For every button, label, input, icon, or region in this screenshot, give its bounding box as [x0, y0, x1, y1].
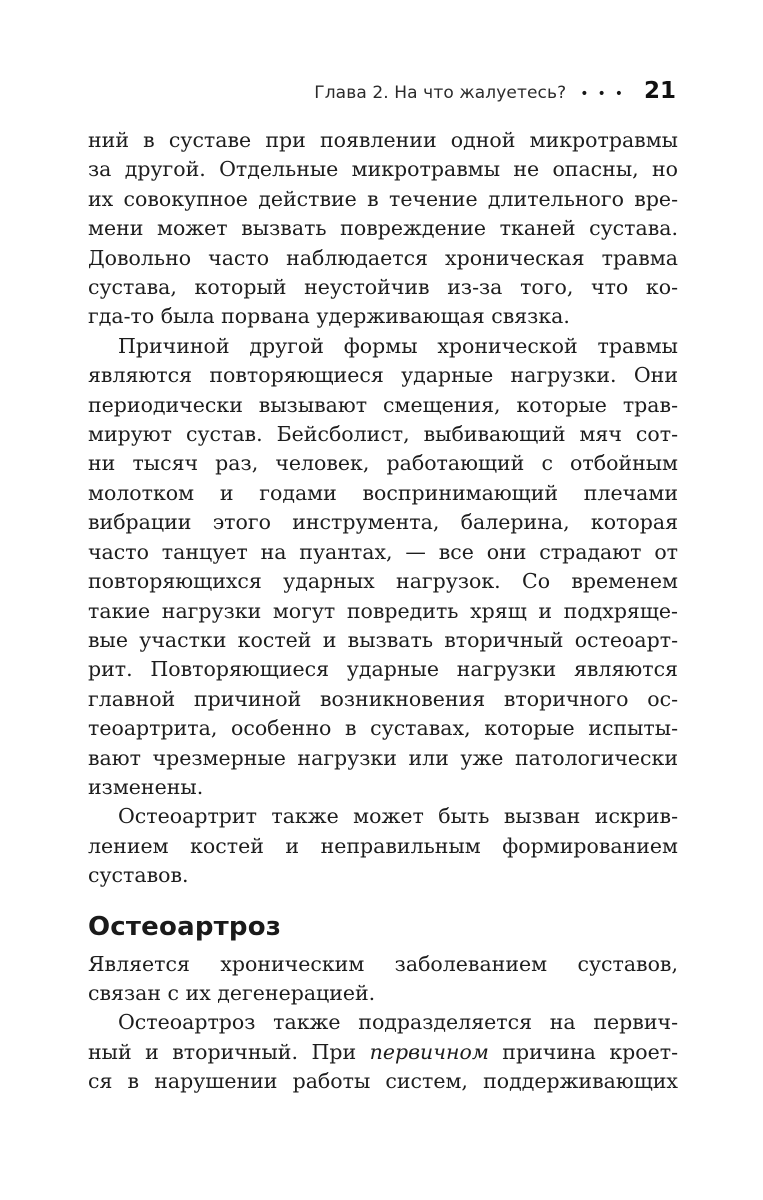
text-segment: Остеоартрит также может быть вызван искрив-: [118, 804, 678, 829]
text-segment: изменены.: [88, 774, 204, 799]
text-line: [88, 420, 678, 449]
page-content: [88, 126, 678, 1097]
text-line: [88, 302, 678, 331]
text-segment: главной причиной возникновения вторичного ос-: [88, 686, 678, 711]
text-line: [88, 744, 678, 773]
text-segment: периодически вызывают смещения, которые трав-: [88, 392, 678, 417]
text-segment: причина кроет-: [488, 1039, 679, 1064]
text-line: [88, 1038, 678, 1067]
running-header: [88, 78, 676, 104]
text-segment: мируют сустав. Бейсболист, выбивающий мяч сот-: [88, 422, 678, 447]
text-segment: рит. Повторяющиеся ударные нагрузки являются: [88, 657, 678, 682]
text-segment: ний в суставе при появлении одной микротравмы: [88, 128, 678, 152]
paragraph: [88, 332, 678, 803]
text-line: [88, 950, 678, 979]
text-line: [88, 802, 678, 831]
italic-text: первичном: [369, 1039, 489, 1064]
text-line: [88, 449, 678, 478]
text-segment: вые участки костей и вызвать вторичный остеоарт-: [88, 627, 678, 652]
text-line: [88, 508, 678, 537]
text-segment: вибрации этого инструмента, балерина, которая: [88, 510, 678, 535]
text-line: [88, 538, 678, 567]
text-segment: ся в нарушении работы систем, поддерживающих: [88, 1069, 678, 1094]
text-line: [88, 273, 678, 302]
text-line: [88, 214, 678, 243]
text-segment: лением костей и неправильным формированием: [88, 833, 678, 858]
text-segment: за другой. Отдельные микротравмы не опасны, но: [88, 157, 678, 182]
text-segment: мени может вызвать повреждение тканей сустава.: [88, 216, 678, 241]
text-line: [88, 244, 678, 273]
text-line: [88, 714, 678, 743]
text-segment: гда-то была порвана удерживающая связка.: [88, 304, 570, 329]
paragraph: [88, 126, 678, 332]
text-line: [88, 597, 678, 626]
text-segment: вают чрезмерные нагрузки или уже патологически: [88, 745, 678, 770]
text-line: [88, 391, 678, 420]
text-line: [88, 861, 678, 890]
text-line: [88, 332, 678, 361]
text-segment: часто танцует на пуантах, — все они страдают от: [88, 539, 678, 564]
text-line: [88, 626, 678, 655]
chapter-running-title: Глава 2. На что жалуетесь?: [314, 83, 567, 103]
text-line: [88, 655, 678, 684]
text-line: [88, 185, 678, 214]
paragraph: [88, 950, 678, 1009]
text-segment: теоартрита, особенно в суставах, которые испыты-: [88, 716, 678, 741]
text-segment: такие нагрузки могут повредить хрящ и подхряще-: [88, 598, 678, 623]
text-segment: Является хроническим заболеванием суставов,: [88, 951, 678, 976]
text-line: [88, 1008, 678, 1037]
text-line: [88, 1067, 678, 1096]
text-segment: суставов.: [88, 863, 189, 888]
paragraph: [88, 1008, 678, 1096]
text-line: [88, 979, 678, 1008]
text-segment: Остеоартроз также подразделяется на первич-: [118, 1010, 678, 1035]
text-segment: молотком и годами воспринимающий плечами: [88, 480, 678, 505]
text-line: [88, 479, 678, 508]
text-segment: их совокупное действие в течение длительного вре-: [88, 186, 678, 211]
text-line: [88, 155, 678, 184]
text-segment: Довольно часто наблюдается хроническая травма: [88, 245, 678, 270]
text-line: [88, 361, 678, 390]
text-segment: Причиной другой формы хронической травмы: [118, 333, 678, 358]
text-segment: являются повторяющиеся ударные нагрузки. Они: [88, 363, 678, 388]
dots-separator-icon: •••: [580, 86, 632, 102]
text-line: [88, 773, 678, 802]
text-segment: связан с их дегенерацией.: [88, 980, 376, 1005]
paragraph: [88, 802, 678, 890]
text-line: [88, 567, 678, 596]
text-line: [88, 685, 678, 714]
text-segment: повторяющихся ударных нагрузок. Со временем: [88, 569, 678, 594]
section-heading: Остеоартроз: [88, 911, 282, 942]
page-number: 21: [643, 78, 676, 104]
text-line: [88, 126, 678, 155]
text-segment: сустава, который неустойчив из-за того, что ко-: [88, 275, 678, 300]
text-line: [88, 832, 678, 861]
text-segment: ный и вторичный. При: [88, 1039, 370, 1064]
text-segment: ни тысяч раз, человек, работающий с отбойным: [88, 451, 678, 476]
